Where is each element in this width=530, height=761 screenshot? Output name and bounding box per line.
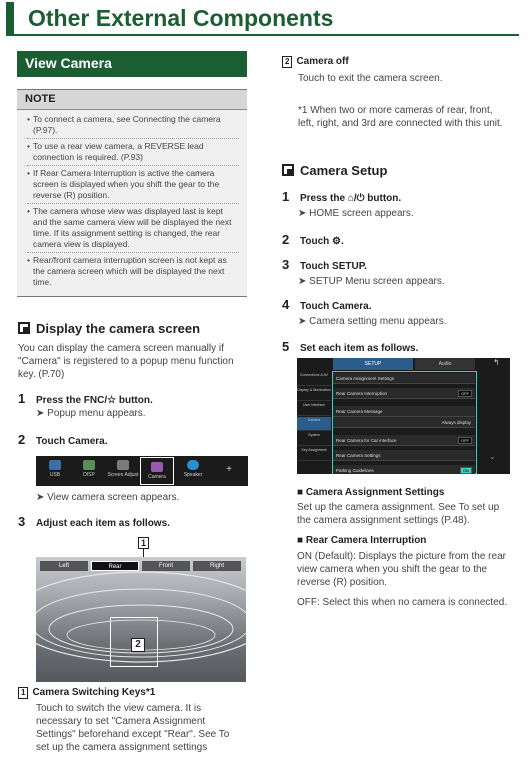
- disp-key[interactable]: DISP: [72, 456, 106, 486]
- car-interface-value[interactable]: OFF: [458, 437, 472, 444]
- tab-setup[interactable]: SETUP: [333, 358, 413, 370]
- note-box: [17, 89, 247, 297]
- back-icon[interactable]: ↰: [493, 358, 500, 367]
- step-2: 2 Touch Camera.: [18, 432, 108, 447]
- key1-text: Touch to switch the view camera. It is necessary to set "Camera Assignment Settings" beforehand except "Rear". See To set up the camera assignment settings: [36, 703, 230, 753]
- screen-adjust-key[interactable]: Screen Adjust: [106, 456, 140, 486]
- row-rear-settings[interactable]: Rear Camera Settings: [333, 450, 475, 461]
- display-icon: [83, 460, 95, 470]
- setup-step-1-result: ➤ HOME screen appears.: [298, 208, 414, 219]
- usb-key[interactable]: USB: [38, 456, 72, 486]
- setup-step-2: 2 Touch ⚙.: [282, 232, 344, 247]
- page-title-bar: [6, 2, 519, 36]
- camera-off-text: Touch to exit the camera screen.: [298, 73, 443, 84]
- callout-2: 2: [131, 638, 145, 652]
- view-camera-heading: View Camera: [17, 51, 247, 77]
- off-text: OFF: Select this when no camera is connected.: [297, 597, 508, 608]
- row-car-interface[interactable]: Rear Camera for Car interface OFF: [333, 435, 475, 446]
- setup-step-3-result: ➤ SETUP Menu screen appears.: [298, 276, 445, 287]
- row-rear-interruption[interactable]: Rear Camera Interruption OFF: [333, 388, 475, 399]
- setup-screen: [297, 358, 510, 474]
- side-system[interactable]: System: [297, 432, 331, 446]
- step-3: 3 Adjust each item as follows.: [18, 514, 170, 529]
- speaker-key[interactable]: Speaker: [176, 456, 210, 486]
- setup-step-4-result: ➤ Camera setting menu appears.: [298, 316, 447, 327]
- section-square-icon: [18, 322, 30, 334]
- speaker-icon: [187, 460, 199, 470]
- tab-audio[interactable]: Audio: [415, 358, 475, 370]
- camera-view: [36, 557, 246, 682]
- cam-tab-front[interactable]: Front: [142, 561, 190, 571]
- assign-text: Set up the camera assignment. See To set up the camera assignment settings (P.48).: [297, 502, 500, 526]
- setup-step-5: 5 Set each item as follows.: [282, 339, 419, 354]
- side-display[interactable]: Display & Illumination: [297, 387, 331, 401]
- page-title: Other External Components: [28, 5, 334, 31]
- footnote: *1 When two or more cameras of rear, front, left, right, and 3rd are connected with this unit.: [298, 105, 503, 129]
- on-text: ON (Default): Displays the picture from the rear view camera when you shift the gear to the reverse (R) position.: [297, 551, 506, 588]
- cam-tab-left[interactable]: Left: [40, 561, 88, 571]
- side-connections[interactable]: Connections & AV: [297, 372, 331, 386]
- camera-setup-heading: Camera Setup: [282, 163, 387, 178]
- step-1-result: ➤ Popup menu appears.: [36, 408, 146, 419]
- note-title: NOTE: [17, 90, 247, 110]
- screen-adjust-icon: [117, 460, 129, 470]
- add-key[interactable]: +: [226, 464, 232, 475]
- note-item: • Rear/front camera interruption screen is not kept as the camera screen which will be displayed the next time.: [27, 255, 239, 290]
- cam-tab-rear[interactable]: Rear: [91, 561, 139, 571]
- row-rear-message[interactable]: Rear Camera Message: [333, 406, 475, 417]
- step-1: 1 Press the FNC/☆ button.: [18, 391, 153, 406]
- camera-off-heading: 2 Camera off: [282, 56, 349, 68]
- camera-icon: [151, 462, 163, 472]
- rear-interruption-value[interactable]: OFF: [458, 390, 472, 397]
- note-item: • To use a rear view camera, a REVERSE lead connection is required. (P.93): [27, 141, 239, 166]
- side-user-interface[interactable]: User Interface: [297, 402, 331, 416]
- cam-tab-right[interactable]: Right: [193, 561, 241, 571]
- setup-step-4: 4 Touch Camera.: [282, 297, 372, 312]
- row-rear-message-value[interactable]: Always display: [333, 417, 475, 428]
- callout-1-line: [143, 549, 144, 557]
- setup-step-3: 3 Touch SETUP.: [282, 257, 367, 272]
- assign-heading: ■ Camera Assignment Settings: [297, 487, 445, 498]
- row-camera-assignment[interactable]: Camera Assignment Settings: [333, 373, 475, 384]
- display-camera-heading: Display the camera screen: [18, 321, 200, 336]
- parking-guidelines-value[interactable]: ON: [460, 467, 472, 474]
- callout-1: 1: [138, 537, 149, 549]
- side-camera[interactable]: Camera: [297, 417, 331, 431]
- popup-function-bar: [36, 456, 248, 486]
- side-key-assignment[interactable]: Key Assignment: [297, 447, 331, 461]
- step-2-result: ➤ View camera screen appears.: [36, 492, 180, 503]
- row-parking-guidelines[interactable]: Parking Guidelines ON: [333, 465, 475, 474]
- setup-step-1: 1 Press the ⌂/⏻ button.: [282, 189, 402, 204]
- display-intro: You can display the camera screen manually if "Camera" is registered to a popup menu function key. (P.70): [18, 343, 234, 380]
- camera-key[interactable]: Camera: [140, 457, 174, 485]
- note-item: • To connect a camera, see Connecting the camera (P.97).: [27, 114, 239, 139]
- note-item: • The camera whose view was displayed last is kept and the same camera view will be displayed the next time. If its assignment setting is changed, the rear camera view is displayed.: [27, 206, 239, 253]
- scroll-down-icon[interactable]: ⌄: [489, 452, 496, 461]
- section-square-icon: [282, 164, 294, 176]
- usb-icon: [49, 460, 61, 470]
- note-item: • If Rear Camera Interruption is active the camera screen is displayed when you shift the gear to the reverse (R) position.: [27, 168, 239, 204]
- key1-heading: 1 Camera Switching Keys*1: [18, 687, 155, 699]
- interrupt-heading: ■ Rear Camera Interruption: [297, 535, 427, 546]
